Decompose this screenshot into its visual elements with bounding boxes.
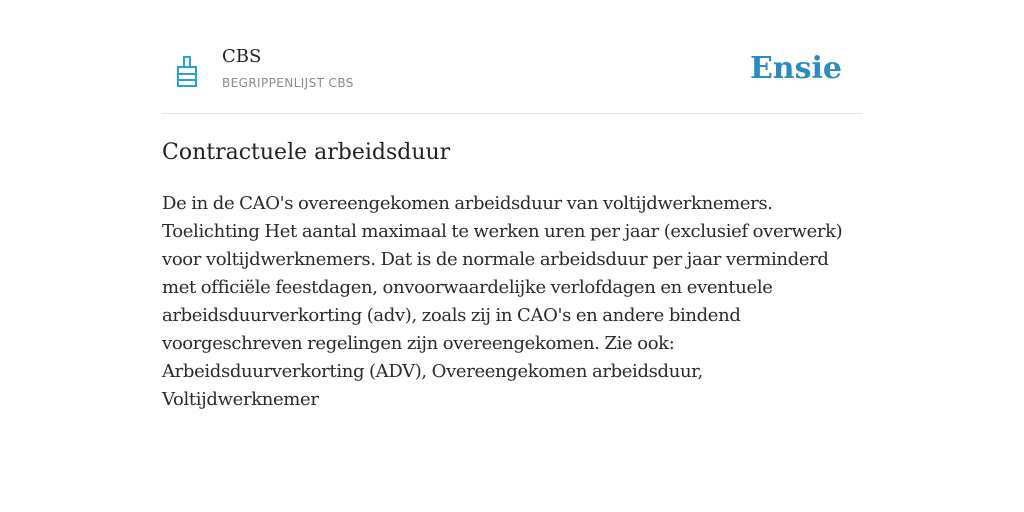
organization-name: CBS	[222, 46, 262, 67]
definition-card	[162, 0, 862, 414]
card-header	[162, 0, 862, 114]
brand-logo[interactable]: Ensie	[749, 51, 842, 86]
cbs-logo-icon	[176, 56, 198, 88]
organization-subtitle: BEGRIPPENLIJST CBS	[222, 76, 354, 90]
term-title: Contractuele arbeidsduur	[162, 140, 451, 165]
term-definition: De in de CAO's overeengekomen arbeidsduur van voltijdwerknemers. Toelichting Het aantal maximaal te werken uren per jaar (exclusief overwerk) voor voltijdwerknemers. Dat is de normale arbeidsduur per jaar verminderd met officiële feestdagen, onvoorwaardelijke verlofdagen en eventuele arbeidsduurverkorting (adv), zoals zij in CAO's en andere bindend voorgeschreven regelingen zijn overeengekomen. Zie ook: Arbeidsduurverkorting (ADV), Overeengekomen arbeidsduur, Voltijdwerknemer	[162, 193, 843, 410]
